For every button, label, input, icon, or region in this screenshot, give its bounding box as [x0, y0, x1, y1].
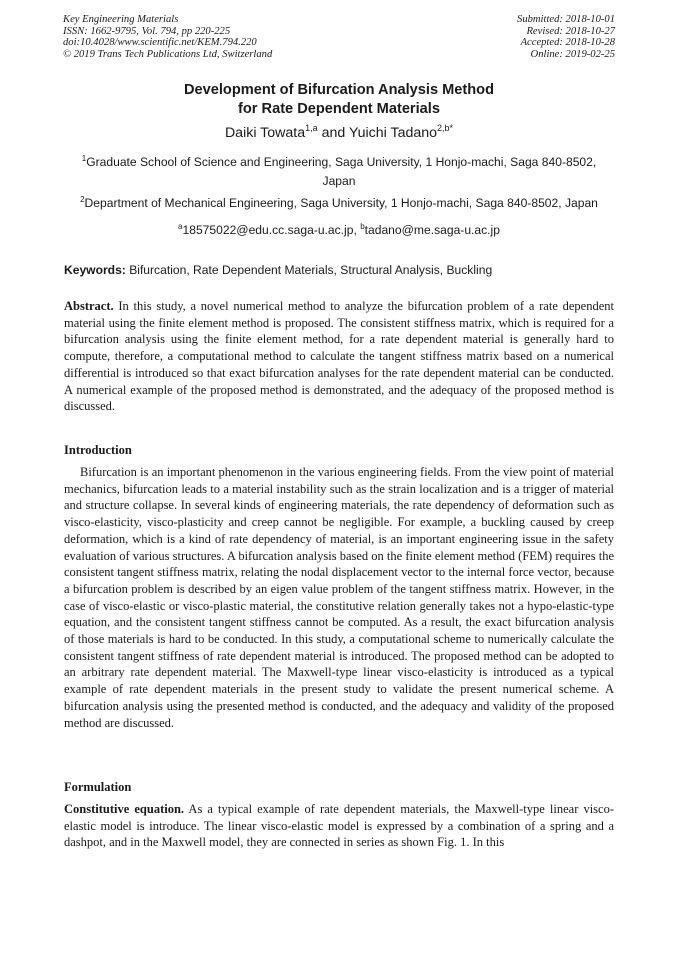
online-date: Online: 2019-02-25 — [530, 48, 615, 60]
title-line-2: for Rate Dependent Materials — [238, 101, 440, 117]
revised-date: Revised: 2018-10-27 — [526, 25, 615, 37]
introduction-paragraph: Bifurcation is an important phenomenon in the various engineering fields. From the view point of material mechanics, bifurcation leads to a material instability such as the strain localization and is a trigger of material and structure collapse. In several kinds of engineering materials, the rate dependency of deformation such as visco-elasticity, visco-plasticity and creep cannot be negligible. For example, a buckling caused by creep deformation, which is a kind of rate dependency of material, is an important engineering issue in the safety evaluation of various structures. A bifurcation analysis based on the finite element method (FEM) requires the consistent tangent stiffness matrix, relating the nodal displacement vector to the internal force vector, because a bifurcation problem is described by an eigen value problem of the tangent stiffness matrix. However, in the case of visco-elastic or visco-plastic material, the constitutive relation generally takes not a hypo-elastic-type equation, and the consistent tangent stiffness cannot be computed. As a result, the exact bifurcation analysis of those materials is hard to be conducted. In this study, a computational scheme to numerically calculate the consistent tangent stiffness of rate dependent material is introduced. The proposed method can be adopted to an arbitrary rate dependent material. The Maxwell-type linear visco-elasticity is introduced as a typical example of rate dependent materials in the present study to validate the present numerical scheme. A bifurcation analysis using the presented method is conducted, and the adequacy and validity of the proposed method are discussed. — [64, 465, 614, 730]
issn-line: ISSN: 1662-9795, Vol. 794, pp 220-225 — [63, 25, 231, 37]
submitted-date: Submitted: 2018-10-01 — [517, 14, 615, 25]
journal-name: Key Engineering Materials — [63, 14, 179, 25]
keywords-label: Keywords: — [64, 263, 126, 277]
publication-dates — [517, 14, 615, 60]
author-1: Daiki Towata — [224, 125, 306, 141]
accepted-date: Accepted: 2018-10-28 — [520, 37, 615, 49]
email-a: 18575022@edu.cc.saga-u.ac.jp, — [182, 223, 361, 237]
email-a-mark: a — [178, 222, 183, 231]
title-line-1: Development of Bifurcation Analysis Method — [183, 82, 495, 98]
email-b-mark: b — [360, 222, 365, 231]
affiliation-1-text: Graduate School of Science and Engineering, Saga University, 1 Honjo-machi, Saga 840-8502, Japan — [86, 155, 597, 188]
author-line — [0, 124, 678, 143]
formulation-heading: Formulation — [64, 780, 132, 794]
formulation-paragraph — [64, 801, 614, 851]
author-2: Yuichi Tadano — [348, 125, 438, 141]
email-b: tadano@me.saga-u.ac.jp — [364, 223, 500, 237]
introduction-heading: Introduction — [64, 443, 132, 457]
journal-info — [63, 14, 272, 60]
paper-title — [0, 81, 678, 119]
affiliation-2 — [64, 194, 614, 213]
author-1-affil-mark: 1,a — [305, 123, 318, 133]
affiliation-1 — [64, 153, 614, 190]
abstract-label: Abstract. — [64, 299, 114, 313]
affiliation-1-mark: 1 — [81, 154, 87, 163]
author-2-affil-mark: 2,b* — [437, 123, 454, 133]
keywords-text: Bifurcation, Rate Dependent Materials, Structural Analysis, Buckling — [125, 263, 493, 277]
formulation-text: As a typical example of rate dependent materials, the Maxwell-type linear visco-elastic model is introduce. The linear visco-elastic model is expressed by a combination of a spring and a dashpot, and in the Maxwell model, they are connected in series as shown Fig. 1. In this — [64, 802, 614, 850]
affiliation-2-mark: 2 — [80, 195, 85, 204]
copyright-line: © 2019 Trans Tech Publications Ltd, Switzerland — [63, 48, 273, 60]
author-conjunction: and — [317, 125, 349, 141]
doi-line: doi:10.4028/www.scientific.net/KEM.794.220 — [63, 37, 257, 49]
constitutive-equation-label: Constitutive equation. — [64, 802, 185, 816]
affiliation-2-text: Department of Mechanical Engineering, Saga University, 1 Honjo-machi, Saga 840-8502, Japan — [84, 196, 598, 210]
abstract-text: In this study, a novel numerical method to analyze the bifurcation problem of a rate dependent material using the finite element method is proposed. The consistent stiffness matrix, which is required for a bifurcation analysis using the finite element method, for a rate dependent material is generally hard to compute, therefore, a computational method to calculate the tangent stiffness matrix based on a numerical differential is introduced so that exact bifurcation analyses for the rate dependent material can be conducted. A numerical example of the proposed method is demonstrated, and the adequacy of the proposed method is discussed. — [64, 299, 614, 414]
email-line — [64, 221, 614, 240]
keywords — [64, 262, 614, 278]
abstract — [64, 298, 614, 415]
